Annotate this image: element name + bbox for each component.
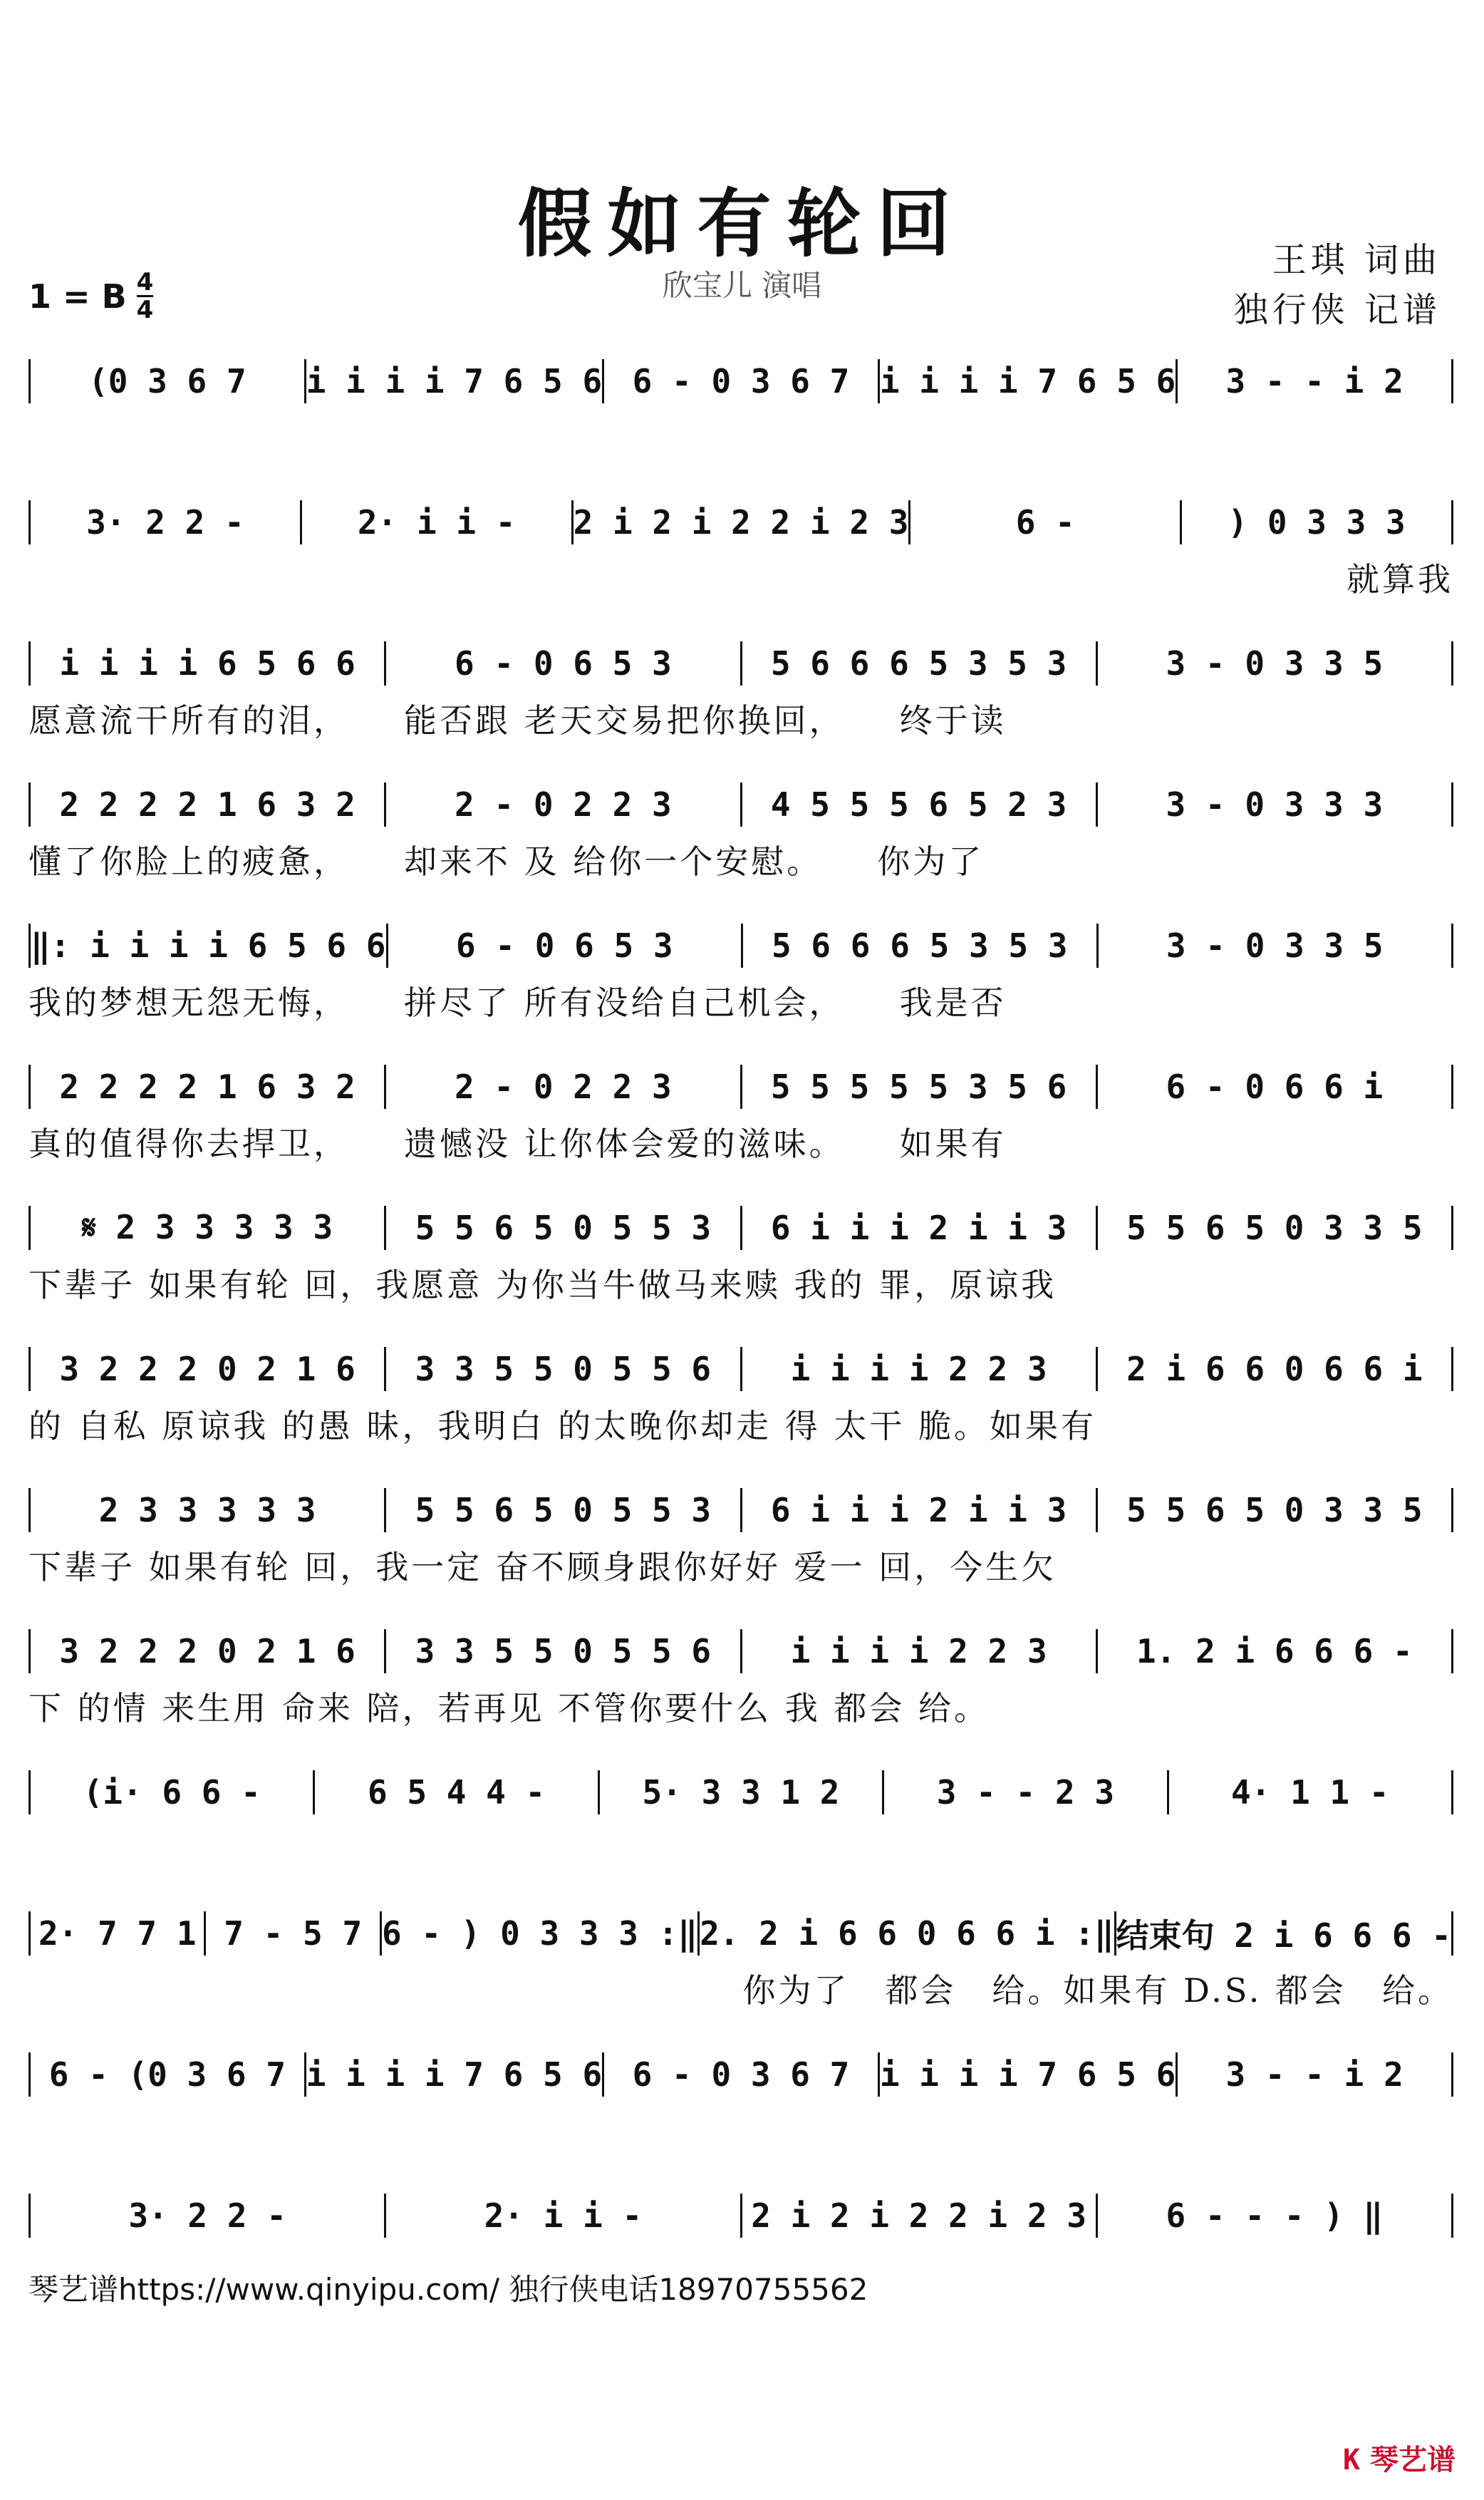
barline: [1451, 2052, 1453, 2097]
measure: 3 - 0 3 3 3: [1166, 785, 1384, 824]
key-signature: [28, 269, 153, 323]
barline: [1451, 1347, 1453, 1391]
credits: [1234, 235, 1441, 335]
measure: 3 3 5 5 0 5 5 6: [415, 1350, 712, 1388]
measure: 2· 7 7 1: [38, 1914, 197, 1953]
barline: [1451, 924, 1453, 968]
measure: 6 - 0 6 6 i: [1166, 1068, 1384, 1106]
lyrics-line: 就算我: [1347, 560, 1453, 599]
measure: 3 - - i 2: [1225, 2055, 1403, 2094]
barline: [1451, 359, 1453, 403]
lyrics-line: 我的梦想无怨无悔， 拼尽了 所有没给自己机会， 我是否: [28, 983, 1007, 1022]
score-row: [28, 1199, 1453, 1256]
score-row: [28, 917, 1453, 974]
measure: 6 - 0 6 5 3: [455, 926, 673, 965]
barline: [1451, 641, 1453, 686]
measure: i i i i 2 2 3: [790, 1350, 1047, 1388]
measure: (i· 6 6 -: [83, 1773, 261, 1812]
measure: 2 - 0 2 2 3: [455, 785, 672, 824]
barline: [1451, 1770, 1453, 1814]
lyrics-line: 愿意流干所有的泪， 能否跟 老天交易把你换回， 终于读: [28, 701, 1007, 740]
measure: 3 - - i 2: [1225, 362, 1403, 401]
measure: 3 2 2 2 0 2 1 6: [59, 1350, 356, 1388]
measure: 3 3 5 5 0 5 5 6: [415, 1632, 712, 1670]
lyrics-line: 懂了你脸上的疲惫， 却来不 及 给你一个安慰。 你为了: [28, 842, 985, 881]
measure: i i i i 2 2 3: [790, 1632, 1047, 1670]
score-row: [28, 1764, 1453, 1821]
lyrics-line: 真的值得你去捍卫， 遗憾没 让你体会爱的滋味。 如果有: [28, 1125, 1007, 1163]
score-row: [28, 494, 1453, 551]
score-row: [28, 1058, 1453, 1115]
lyrics-line: 下辈子 如果有轮 回，我愿意 为你当牛做马来赎 我的 罪，原谅我: [28, 1266, 1057, 1304]
barline: [1451, 1488, 1453, 1532]
measure: 5 5 6 5 0 5 5 3: [415, 1209, 712, 1247]
score-row: [28, 1905, 1453, 1962]
measure: 2 - 0 2 2 3: [455, 1068, 672, 1106]
barline: [1451, 1629, 1453, 1673]
measure: 2 i 6 6 0 6 6 i: [1126, 1350, 1423, 1388]
measure: 6 i i i 2 i i 3: [770, 1491, 1067, 1529]
measure: 7 - 5 7: [224, 1914, 363, 1953]
score-row: [28, 1341, 1453, 1398]
measure: 结束句 2 i 6 6 6 -: [1116, 1916, 1452, 1955]
lyricist-credit: 王琪 词曲: [1272, 240, 1441, 280]
measure: 6 - ) 0 3 3 3 :‖: [381, 1914, 698, 1953]
measure: 3 - 0 3 3 5: [1166, 926, 1384, 965]
measure: ‖: i i i i 6 5 6 6: [31, 926, 386, 965]
measure: ) 0 3 3 3: [1228, 503, 1406, 542]
lyrics-line: 你为了 都会 给。如果有 D.S. 都会 给。: [742, 1971, 1453, 2010]
measure: 6 - (0 3 6 7: [48, 2055, 286, 2094]
lyrics-line: 的 自私 原谅我 的愚 昧，我明白 的太晚你却走 得 太干 脆。如果有: [28, 1407, 1096, 1445]
logo-text: 琴艺谱: [1370, 2444, 1456, 2476]
barline: [1451, 1206, 1453, 1250]
measure: 2 2 2 2 1 6 3 2: [59, 1068, 356, 1106]
measure: 2 i 2 i 2 2 i 2 3: [573, 503, 909, 542]
measure: 6 - 0 3 6 7: [632, 2055, 850, 2094]
measure: 6 - 0 3 6 7: [632, 362, 850, 401]
measure: 4· 1 1 -: [1231, 1773, 1389, 1812]
measure: i i i i 6 5 6 6: [59, 644, 356, 683]
score-row: [28, 1623, 1453, 1680]
barline: [1451, 1911, 1453, 1956]
measure: 3· 2 2 -: [128, 2196, 286, 2235]
measure: 3 2 2 2 0 2 1 6: [59, 1632, 356, 1670]
measure: 2· i i -: [484, 2196, 643, 2235]
score-row: [28, 1482, 1453, 1539]
time-signature: [137, 269, 154, 323]
measure: 5 6 6 6 5 3 5 3: [770, 644, 1067, 683]
measure: 6 - 0 6 5 3: [455, 644, 672, 683]
measure: 6 - - - ) ‖: [1166, 2196, 1384, 2235]
page-title: 假如有轮回: [517, 180, 967, 267]
score-row: [28, 353, 1453, 410]
footer-text: 琴艺谱https://www.qinyipu.com/ 独行侠电话18970755562: [28, 2272, 868, 2307]
score-row: [28, 776, 1453, 833]
lyrics-line: 下 的情 来生用 命来 陪，若再见 不管你要什么 我 都会 给。: [28, 1689, 990, 1727]
measure: 2 2 2 2 1 6 3 2: [59, 785, 356, 824]
lyrics-line: 下辈子 如果有轮 回，我一定 奋不顾身跟你好好 爱一 回，今生欠: [28, 1548, 1057, 1586]
measure: i i i i 7 6 5 6: [306, 2055, 603, 2094]
barline: [1451, 1065, 1453, 1109]
measure: 2· i i -: [357, 503, 516, 542]
time-signature-bottom: 4: [136, 296, 154, 324]
measure: 6 5 4 4 -: [367, 1773, 546, 1812]
measure: 4 5 5 5 6 5 2 3: [770, 785, 1067, 824]
measure: 1. 2 i 6 6 6 -: [1136, 1632, 1413, 1670]
time-signature-top: 4: [136, 268, 154, 296]
logo-icon: K: [1342, 2444, 1361, 2476]
measure: 5 5 6 5 0 5 5 3: [415, 1491, 712, 1529]
singer-credit: 欣宝儿 演唱: [662, 268, 822, 303]
measure: i i i i 7 6 5 6: [879, 362, 1176, 401]
measure: i i i i 7 6 5 6: [306, 362, 603, 401]
key-label: 1 = B: [28, 277, 127, 316]
measure: 2 i 2 i 2 2 i 2 3: [751, 2196, 1087, 2235]
measure: 6 i i i 2 i i 3: [770, 1209, 1067, 1247]
measure: 6 -: [1015, 503, 1075, 542]
measure: 5 5 5 5 5 3 5 6: [770, 1068, 1067, 1106]
transcriber-credit: 独行侠 记谱: [1233, 290, 1441, 330]
measure: i i i i 7 6 5 6: [879, 2055, 1176, 2094]
score-row: [28, 2046, 1453, 2103]
measure: 2 3 3 3 3 3: [98, 1491, 316, 1529]
measure: 2. 2 i 6 6 0 6 6 i :‖: [700, 1914, 1114, 1953]
measure: 𝄋 2 3 3 3 3 3: [82, 1208, 333, 1246]
measure: 5 5 6 5 0 3 3 5: [1126, 1209, 1423, 1247]
score-row: [28, 635, 1453, 692]
score-row: [28, 2187, 1453, 2244]
barline: [1451, 2194, 1453, 2238]
measure: 3· 2 2 -: [86, 503, 244, 542]
measure: (0 3 6 7: [88, 362, 247, 401]
measure: 5 5 6 5 0 3 3 5: [1126, 1491, 1423, 1529]
barline: [1451, 500, 1453, 544]
measure: 3 - - 2 3: [936, 1773, 1115, 1812]
barline: [1451, 782, 1453, 827]
measure: 3 - 0 3 3 5: [1166, 644, 1384, 683]
site-logo: [1343, 2437, 1456, 2478]
measure: 5 6 6 6 5 3 5 3: [772, 926, 1068, 965]
measure: 5· 3 3 1 2: [642, 1773, 840, 1812]
